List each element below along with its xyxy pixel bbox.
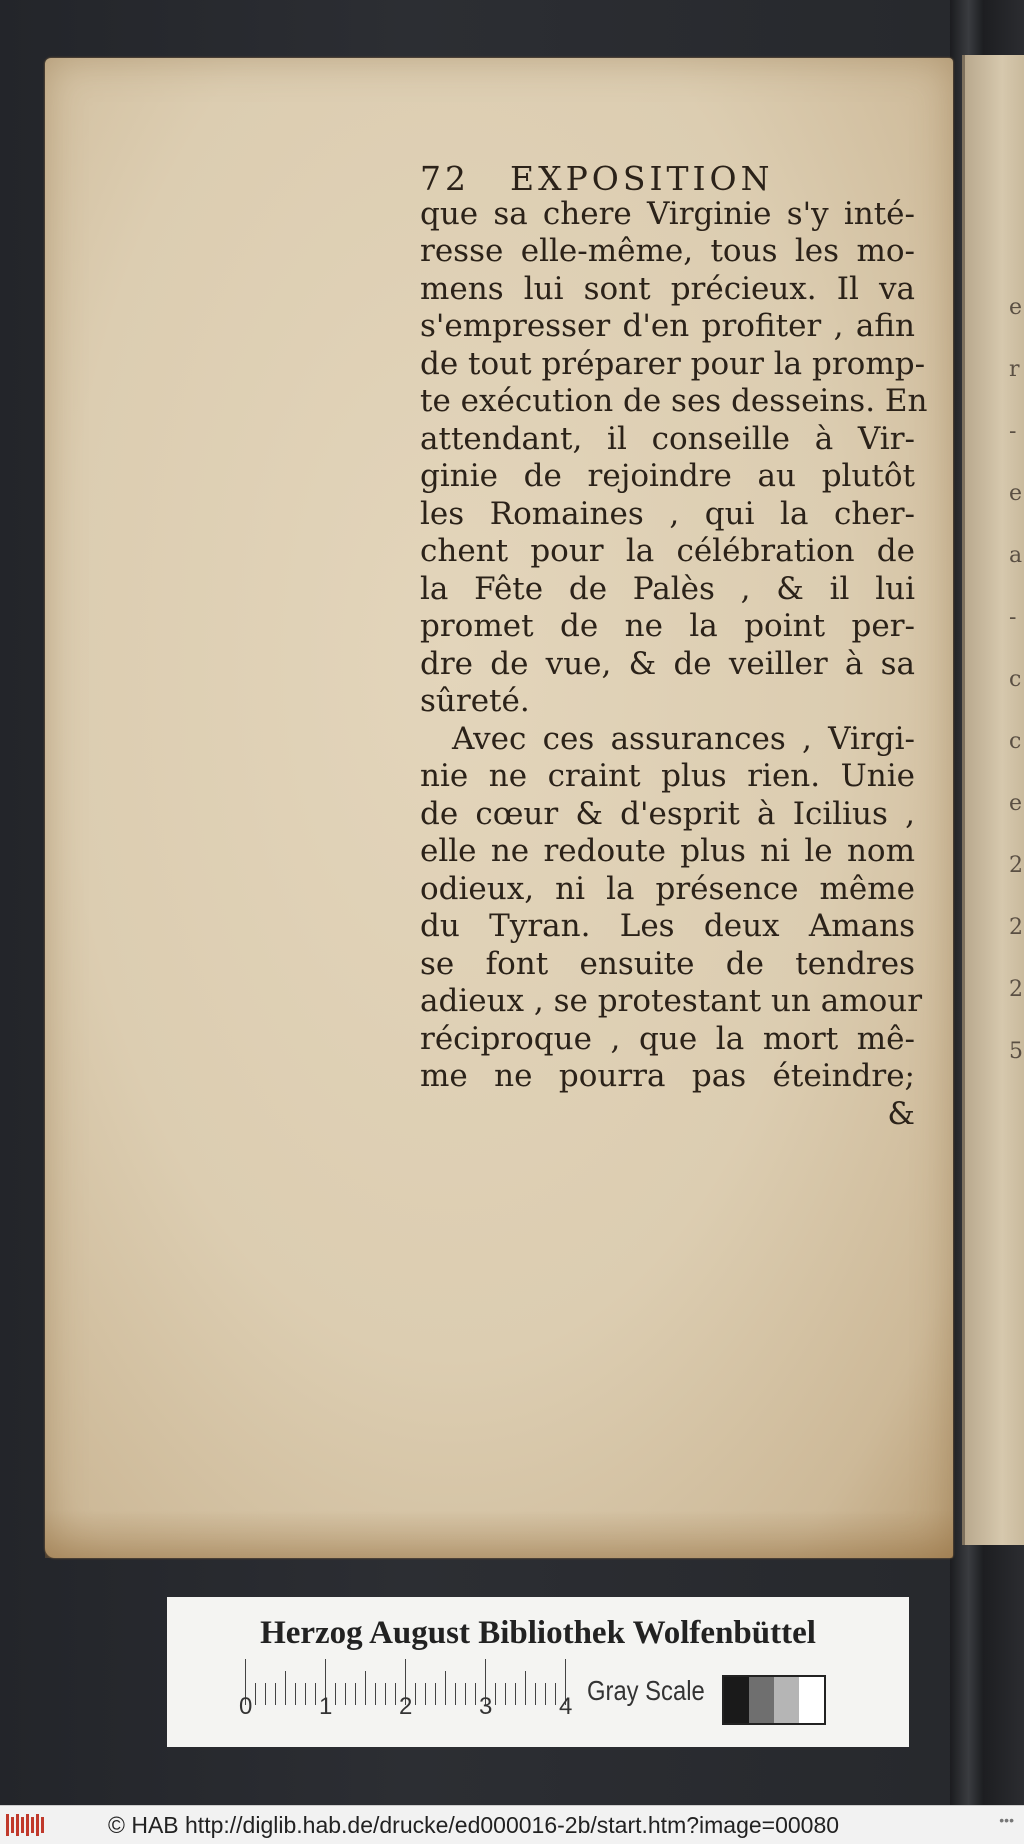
ruler-tick xyxy=(315,1683,316,1705)
gray-swatches xyxy=(722,1675,826,1725)
text-line: ginie de rejoindre au plutôt xyxy=(420,458,915,494)
ruler-tick xyxy=(545,1683,546,1705)
facing-leaf-fragment: c xyxy=(1009,667,1022,692)
copyright-link[interactable]: © HAB http://diglib.hab.de/drucke/ed000016-2b/start.htm?image=00080 xyxy=(108,1811,840,1838)
ruler-tick xyxy=(495,1683,496,1705)
text-line: se font ensuite de tendres xyxy=(420,945,915,982)
gray-swatch xyxy=(724,1677,749,1723)
text-line: de cœur & d'esprit à Icilius , xyxy=(420,795,915,832)
ruler-tick xyxy=(425,1683,426,1705)
page-number: 72 xyxy=(420,159,470,198)
ruler-tick xyxy=(255,1683,256,1705)
ruler-tick xyxy=(345,1683,346,1705)
ruler-tick xyxy=(265,1683,266,1705)
text-line: sûreté. xyxy=(420,683,530,719)
text-line: nie ne craint plus rien. Unie xyxy=(420,758,915,794)
page-text-block xyxy=(420,159,928,1133)
facing-leaf-fragment: 2 xyxy=(1009,915,1023,940)
text-line: s'empresser d'en profiter , afin xyxy=(420,308,915,344)
ruler-tick xyxy=(465,1683,466,1705)
text-line: réciproque , que la mort mê- xyxy=(420,1020,915,1057)
ruler-tick xyxy=(335,1683,336,1705)
gray-swatch xyxy=(749,1677,774,1723)
ruler-tick xyxy=(555,1683,556,1705)
footer-bar xyxy=(0,1805,1024,1844)
catchword: & xyxy=(887,1095,915,1132)
page-bottom-edge xyxy=(45,1510,953,1558)
gray-swatch xyxy=(774,1677,799,1723)
facing-leaf-fragment: 2 xyxy=(1009,977,1023,1002)
text-line: mens lui sont précieux. Il va xyxy=(420,270,915,307)
facing-leaf-fragment: e xyxy=(1009,481,1023,506)
ruler-number: 4 xyxy=(559,1693,573,1720)
text-line: odieux, ni la présence même xyxy=(420,870,915,907)
ruler-tick xyxy=(355,1683,356,1705)
text-line: resse elle-même, tous les mo- xyxy=(420,233,915,269)
text-line: la Fête de Palès , & il lui xyxy=(420,570,915,607)
facing-leaf-fragment: 2 xyxy=(1009,853,1023,878)
facing-leaf-fragment: 5 xyxy=(1009,1039,1023,1064)
text-line: que sa chere Virginie s'y inté- xyxy=(420,195,915,232)
text-line: adieux , se protestant un amour xyxy=(420,983,923,1019)
ruler-tick xyxy=(285,1671,286,1705)
ruler-tick xyxy=(395,1683,396,1705)
ruler-tick xyxy=(275,1683,276,1705)
scale-label xyxy=(167,1597,909,1747)
facing-leaf-fragment: a xyxy=(1009,543,1023,568)
facing-leaf-fragment: c xyxy=(1009,729,1022,754)
ruler-tick xyxy=(455,1683,456,1705)
facing-leaf xyxy=(962,55,1024,1545)
ruler-tick xyxy=(415,1683,416,1705)
ruler-tick xyxy=(475,1683,476,1705)
facing-leaf-fragment: r xyxy=(1009,357,1020,382)
facing-leaf-fragment: - xyxy=(1009,605,1017,630)
ruler-tick xyxy=(385,1683,386,1705)
ruler-tick xyxy=(445,1671,446,1705)
facing-leaf-fragment: e xyxy=(1009,295,1023,320)
facing-leaf-fragment: e xyxy=(1009,791,1023,816)
page-header xyxy=(420,160,915,198)
ruler-number: 0 xyxy=(239,1693,253,1720)
text-line: te exécution de ses desseins. En xyxy=(420,383,928,419)
library-title: Herzog August Bibliothek Wolfenbüttel xyxy=(260,1615,816,1651)
ruler-number: 1 xyxy=(319,1693,333,1720)
gray-swatch xyxy=(799,1677,824,1723)
text-line: chent pour la célébration de xyxy=(420,533,915,569)
ruler-tick xyxy=(525,1671,526,1705)
ruler-tick xyxy=(505,1683,506,1705)
text-line: les Romaines , qui la cher- xyxy=(420,495,915,532)
ruler-tick xyxy=(295,1683,296,1705)
hab-logo-icon xyxy=(6,1810,50,1840)
gray-scale-label: Gray Scale xyxy=(587,1675,705,1706)
text-line: promet de ne la point per- xyxy=(420,608,915,644)
running-head: EXPOSITION xyxy=(510,159,774,198)
text-line: dre de vue, & de veiller à sa xyxy=(420,645,915,682)
text-line: elle ne redoute plus ni le nom xyxy=(420,833,915,869)
ruler-tick xyxy=(375,1683,376,1705)
more-icon: ••• xyxy=(999,1812,1014,1828)
ruler-tick xyxy=(515,1683,516,1705)
ruler-tick xyxy=(305,1683,306,1705)
ruler-tick xyxy=(365,1671,366,1705)
ruler-number: 3 xyxy=(479,1693,493,1720)
page-body xyxy=(420,195,928,1096)
ruler-number: 2 xyxy=(399,1693,413,1720)
facing-leaf-fragment: - xyxy=(1009,419,1017,444)
ruler-tick xyxy=(535,1683,536,1705)
text-line: de tout préparer pour la promp- xyxy=(420,345,926,382)
text-line: du Tyran. Les deux Amans xyxy=(420,908,915,944)
text-line: me ne pourra pas éteindre; xyxy=(420,1058,915,1094)
ruler-tick xyxy=(435,1683,436,1705)
text-line: attendant, il conseille à Vir- xyxy=(420,420,915,457)
text-line: Avec ces assurances , Virgi- xyxy=(452,720,915,757)
